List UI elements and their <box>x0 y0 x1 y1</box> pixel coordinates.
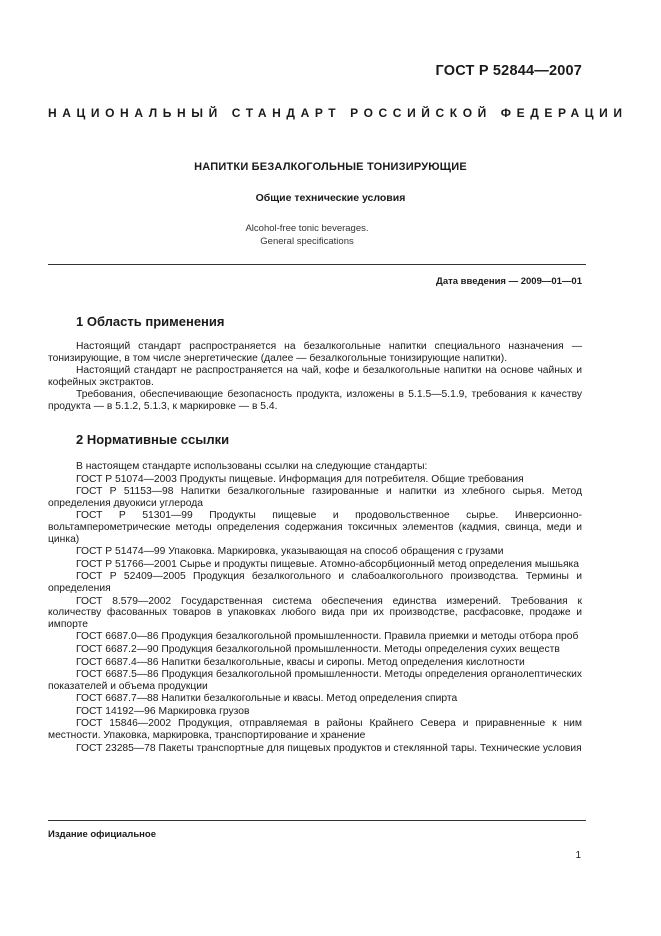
document-subtitle: Общие технические условия <box>255 192 406 204</box>
section-1-paragraph: Настоящий стандарт распространяется на безалкогольные напитки специального назначения — тонизирующие, в том числе энергетические (далее — безалкогольные тонизирующие напитки). <box>48 341 582 364</box>
section-1-paragraph: Требования, обеспечивающие безопасность продукта, изложены в 5.1.5—5.1.9, требования к качеству продукта — в 5.1.2, 5.1.3, к маркировке — в 5.4. <box>48 389 582 412</box>
reference-item: ГОСТ 6687.2—90 Продукция безалкогольной промышленности. Методы определения сухих веществ <box>76 643 560 655</box>
document-number: ГОСТ Р 52844—2007 <box>435 63 582 79</box>
section-1-title: 1 Область применения <box>76 314 225 329</box>
footer-divider <box>48 820 586 821</box>
national-standard-heading: НАЦИОНАЛЬНЫЙ СТАНДАРТ РОССИЙСКОЙ ФЕДЕРАЦИИ <box>48 106 628 120</box>
reference-intro: В настоящем стандарте использованы ссылки на следующие стандарты: <box>76 461 428 472</box>
english-title-line-2: General specifications <box>260 236 354 247</box>
header-divider <box>48 264 586 265</box>
document-title: НАПИТКИ БЕЗАЛКОГОЛЬНЫЕ ТОНИЗИРУЮЩИЕ <box>194 161 467 173</box>
reference-item: ГОСТ 6687.4—86 Напитки безалкогольные, квасы и сиропы. Метод определения кислотности <box>76 656 525 668</box>
edition-note: Издание официальное <box>48 829 156 840</box>
reference-item: ГОСТ 15846—2002 Продукция, отправляемая в районы Крайнего Севера и приравненные к ним местности. Упаковка, маркировка, транспортирование и хранение <box>48 718 582 742</box>
introduction-date: Дата введения — 2009—01—01 <box>436 276 582 287</box>
section-1-paragraph: Настоящий стандарт не распространяется на чай, кофе и безалкогольные напитки на основе чайных и кофейных экстрактов. <box>48 365 582 388</box>
reference-item: ГОСТ 8.579—2002 Государственная система обеспечения единства измерений. Требования к количеству фасованных товаров в упаковках любого вида при их производстве, расфасовке, продаже и импорте <box>48 595 582 630</box>
reference-item: ГОСТ Р 51153—98 Напитки безалкогольные газированные и напитки из хлебного сырья. Метод определения двуокиси углерода <box>48 486 582 509</box>
page-number: 1 <box>575 850 581 861</box>
reference-item: ГОСТ Р 51074—2003 Продукты пищевые. Информация для потребителя. Общие требования <box>76 473 524 485</box>
reference-item: ГОСТ 6687.5—86 Продукция безалкогольной промышленности. Методы определения органолептических показателей и объема продукции <box>48 669 582 692</box>
section-1-body <box>48 341 582 414</box>
reference-item: ГОСТ Р 51474—99 Упаковка. Маркировка, указывающая на способ обращения с грузами <box>76 546 504 558</box>
reference-item: ГОСТ 14192—96 Маркировка грузов <box>76 705 250 717</box>
reference-item: ГОСТ 23285—78 Пакеты транспортные для пищевых продуктов и стеклянной тары. Технические условия <box>76 742 582 754</box>
section-2-title: 2 Нормативные ссылки <box>76 432 230 447</box>
reference-item: ГОСТ Р 52409—2005 Продукция безалкогольного и слабоалкогольного производства. Термины и определения <box>48 571 582 594</box>
reference-item: ГОСТ 6687.7—88 Напитки безалкогольные и квасы. Метод определения спирта <box>76 693 458 705</box>
english-title <box>0 222 614 248</box>
english-title-line-1: Alcohol-free tonic beverages. <box>245 223 369 234</box>
reference-item: ГОСТ 6687.0—86 Продукция безалкогольной промышленности. Правила приемки и методы отбора проб <box>76 631 579 643</box>
reference-item: ГОСТ Р 51766—2001 Сырье и продукты пищевые. Атомно-абсорбционный метод определения мышьяка <box>76 558 579 570</box>
reference-item: ГОСТ Р 51301—99 Продукты пищевые и продовольственное сырье. Инверсионно-вольтамперометрические методы определения содержания токсичных элементов (кадмия, свинца, меди и цинка) <box>48 510 582 545</box>
section-2-body <box>48 461 582 755</box>
